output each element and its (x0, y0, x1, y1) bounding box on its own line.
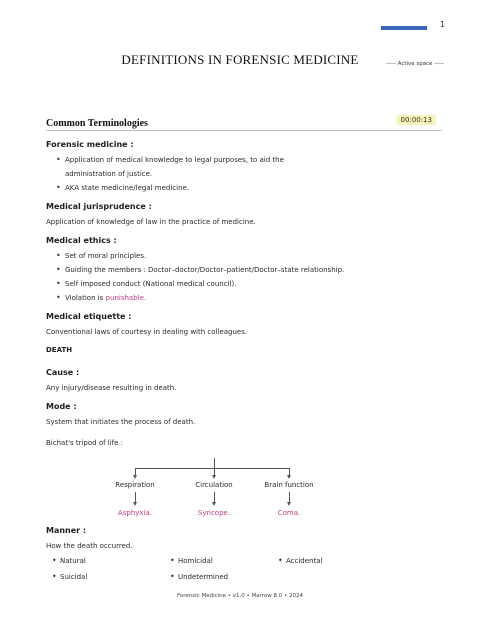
list-item: • Natural (52, 553, 170, 569)
tripod-node-circulation: Circulation (195, 481, 233, 489)
cause-heading: Cause : (46, 368, 80, 377)
list-item: • Suicidal (52, 569, 170, 585)
arrow-down-icon (212, 502, 216, 506)
forensic-medicine-heading: Forensic medicine : (46, 140, 134, 149)
arrow-down-icon (133, 502, 137, 506)
timestamp-badge[interactable]: 00:00:13 (397, 115, 436, 125)
medical-etiquette-heading: Medical etiquette : (46, 312, 132, 321)
mode-heading: Mode : (46, 402, 77, 411)
tree-branch-left (135, 468, 136, 475)
arrow-down-icon (133, 475, 137, 479)
page-number: 1 (440, 20, 446, 29)
circulation-connector (214, 492, 215, 502)
list-item: • Homicidal (170, 553, 278, 569)
respiration-connector (135, 492, 136, 502)
failure-asphyxia: Asphyxia. (117, 509, 153, 517)
punishable-highlight: punishable. (105, 294, 147, 302)
bichat-tripod-diagram (46, 458, 446, 528)
failure-syncope: Syncope. (197, 509, 231, 517)
manner-heading: Manner : (46, 526, 87, 535)
list-item: • Self imposed conduct (National medical council). (56, 277, 446, 291)
tree-stem (214, 458, 215, 468)
tripod-node-brain-function: Brain function (264, 481, 314, 489)
page-title: DEFINITIONS IN FORENSIC MEDICINE (121, 52, 359, 67)
forensic-medicine-list (46, 153, 446, 195)
section-header (46, 112, 442, 131)
medical-jurisprudence-heading: Medical jurisprudence : (46, 202, 152, 211)
medical-ethics-heading: Medical ethics : (46, 236, 117, 245)
medical-ethics-list (46, 249, 446, 305)
top-progress-bar (381, 26, 427, 30)
tree-branch-middle (214, 468, 215, 475)
list-item: • Set of moral principles. (56, 249, 446, 263)
bichat-tripod-label: Bichat's tripod of life : (46, 439, 124, 447)
list-item: • Violation is punishable. (56, 291, 446, 305)
arrow-down-icon (287, 475, 291, 479)
tree-bar (135, 468, 289, 469)
cause-text: Any injury/disease resulting in death. (46, 384, 177, 392)
arrow-down-icon (287, 502, 291, 506)
manner-list (52, 553, 446, 585)
mode-text: System that initiates the process of death. (46, 418, 196, 426)
notes-content (46, 140, 446, 450)
list-item: • AKA state medicine/legal medicine. (56, 181, 446, 195)
medical-jurisprudence-text: Application of knowledge of law in the practice of medicine. (46, 218, 256, 226)
page-footer: Forensic Medicine • v1.0 • Marrow 8.0 • 2024 (176, 593, 304, 599)
list-item: • Guiding the members : Doctor–doctor/Doctor–patient/Doctor–state relationship. (56, 263, 446, 277)
list-item: • Application of medical knowledge to legal purposes, to aid the administration of justice. (56, 153, 446, 181)
death-heading: DEATH (46, 346, 73, 354)
manner-section (46, 526, 446, 585)
list-item: • Undetermined (170, 569, 278, 585)
tripod-node-respiration: Respiration (115, 481, 155, 489)
manner-text: How the death occurred. (46, 542, 133, 550)
tree-branch-right (289, 468, 290, 475)
active-space-label: ----- Active space ----- (386, 61, 445, 67)
section-title: Common Terminologies (46, 118, 148, 129)
medical-etiquette-text: Conventional laws of courtesy in dealing with colleagues. (46, 328, 248, 336)
brain-connector (289, 492, 290, 502)
failure-coma: Coma. (277, 509, 301, 517)
arrow-down-icon (212, 475, 216, 479)
list-item: • Accidental (278, 553, 398, 569)
